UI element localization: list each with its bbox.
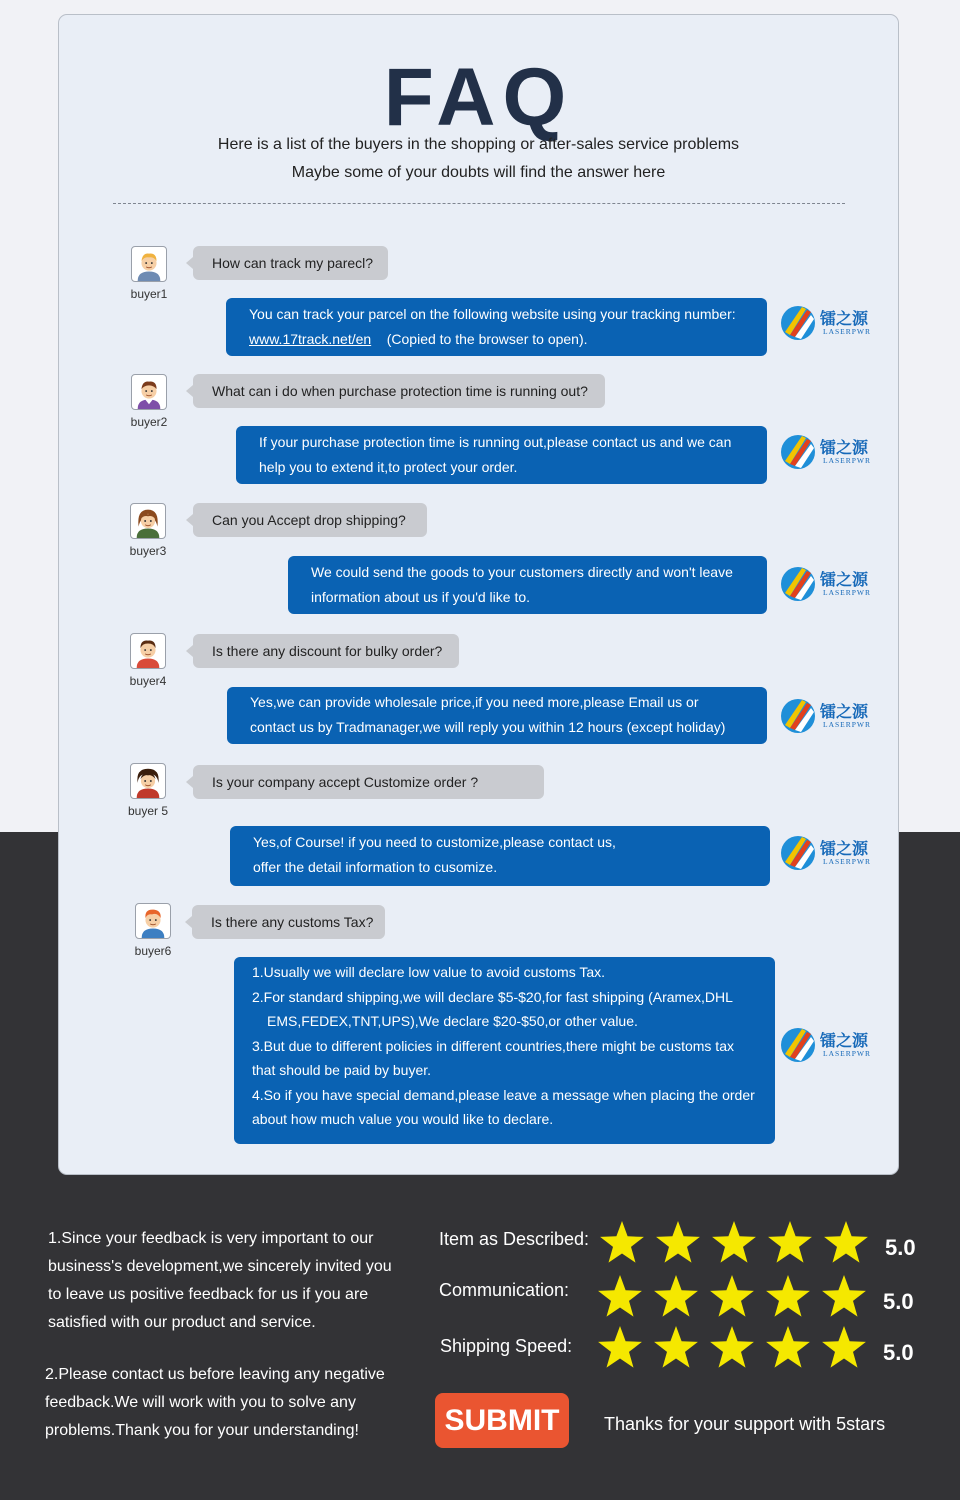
answer-bubble-4 [227, 687, 767, 744]
subtitle-line-1: Here is a list of the buyers in the shopping or after-sales service problems [217, 136, 740, 153]
answer-bubble-1 [226, 298, 767, 356]
rating-label-item-as-described: Item as Described: [439, 1229, 590, 1249]
star-icon [654, 1275, 698, 1317]
star-icon [766, 1275, 810, 1317]
buyer-face-icon [131, 246, 167, 282]
brand-logo [780, 831, 888, 875]
buyer-name: buyer4 [129, 674, 167, 688]
star-rating [596, 1273, 876, 1321]
buyer-name: buyer2 [130, 415, 168, 429]
rating-label-communication: Communication: [439, 1280, 570, 1300]
answer-text: We could send the goods to your customers directly and won't leave [311, 564, 733, 580]
answer-text: Yes,we can provide wholesale price,if you need more,please Email us or [250, 694, 699, 710]
star-icon [598, 1326, 642, 1368]
buyer-name: buyer1 [130, 287, 168, 301]
answer-text: 2.For standard shipping,we will declare $5-$20,for fast shipping (Aramex,DHL [252, 988, 733, 1005]
question-bubble-5: Is your company accept Customize order ? [193, 765, 544, 799]
buyer-avatar-3 [123, 503, 173, 558]
star-icon [822, 1326, 866, 1368]
answer-text: You can track your parcel on the following website using your tracking number: [249, 306, 736, 322]
buyer-avatar-1 [124, 246, 174, 301]
brand-logo [780, 1023, 888, 1067]
logo-cn-text: 镭之源 [820, 702, 869, 721]
buyer-name: buyer3 [129, 544, 167, 558]
buyer-face-icon [135, 903, 171, 939]
answer-text: contact us by Tradmanager,we will reply you within 12 hours (except holiday) [250, 719, 726, 735]
thanks-text: Thanks for your support with 5stars [604, 1414, 886, 1434]
rating-label-shipping-speed: Shipping Speed: [440, 1336, 573, 1356]
answer-text: Yes,of Course! if you need to customize,please contact us, [253, 834, 616, 850]
page-title: FAQ [383, 52, 574, 143]
question-bubble-6: Is there any customs Tax? [192, 905, 385, 939]
logo-cn-text: 镭之源 [820, 438, 869, 457]
brand-logo [780, 694, 888, 738]
logo-cn-text: 镭之源 [820, 839, 869, 858]
faq-card [58, 14, 899, 1175]
buyer-face-icon [130, 633, 166, 669]
buyer-avatar-2 [124, 374, 174, 429]
dashed-divider [113, 203, 845, 204]
buyer-name: buyer 5 [127, 804, 169, 818]
logo-en-text: LASERPWR [823, 588, 872, 597]
answer-text: If your purchase protection time is running out,please contact us and we can [259, 434, 732, 450]
buyer-avatar-4 [123, 633, 173, 688]
buyer-name: buyer6 [134, 944, 172, 958]
answer-bubble-3 [288, 556, 767, 614]
buyer-face-icon [130, 763, 166, 799]
brand-logo [780, 562, 888, 606]
star-icon [654, 1326, 698, 1368]
answer-text: EMS,FEDEX,TNT,UPS),We declare $20-$50,or other value. [267, 1013, 638, 1029]
logo-en-text: LASERPWR [823, 327, 872, 336]
star-icon [822, 1275, 866, 1317]
question-bubble-2: What can i do when purchase protection time is running out? [193, 374, 605, 408]
star-rating [598, 1219, 878, 1267]
buyer-avatar-6 [128, 903, 178, 958]
question-bubble-4: Is there any discount for bulky order? [193, 634, 459, 668]
star-icon [768, 1221, 812, 1263]
answer-text: (Copied to the browser to open). [386, 331, 588, 347]
subtitle-line-2: Maybe some of your doubts will find the answer here [291, 164, 666, 181]
question-bubble-3: Can you Accept drop shipping? [193, 503, 427, 537]
star-rating [596, 1324, 876, 1372]
star-icon [710, 1326, 754, 1368]
answer-bubble-2 [236, 426, 767, 484]
logo-en-text: LASERPWR [823, 720, 872, 729]
answer-bubble-5 [230, 826, 770, 886]
logo-en-text: LASERPWR [823, 857, 872, 866]
brand-logo [780, 430, 888, 474]
star-icon [766, 1326, 810, 1368]
buyer-avatar-5 [123, 763, 173, 818]
tracking-link[interactable]: www.17track.net/en [249, 331, 372, 347]
answer-text: 4.So if you have special demand,please leave a message when placing the order [252, 1086, 755, 1103]
answer-text: that should be paid by buyer. [252, 1062, 432, 1078]
answer-bubble-6 [234, 957, 775, 1144]
answer-text: offer the detail information to cusomize. [253, 859, 498, 875]
answer-text: information about us if you'd like to. [311, 589, 531, 605]
answer-text: about how much value you would like to declare. [252, 1111, 554, 1127]
brand-logo [780, 301, 888, 345]
star-icon [824, 1221, 868, 1263]
rating-value: 5.0 [883, 1289, 914, 1314]
star-icon [598, 1275, 642, 1317]
logo-cn-text: 镭之源 [820, 570, 869, 589]
star-icon [712, 1221, 756, 1263]
submit-button[interactable]: SUBMIT [435, 1393, 569, 1448]
star-icon [656, 1221, 700, 1263]
buyer-face-icon [130, 503, 166, 539]
logo-en-text: LASERPWR [823, 1049, 872, 1058]
logo-en-text: LASERPWR [823, 456, 872, 465]
rating-value: 5.0 [885, 1235, 916, 1260]
buyer-face-icon [131, 374, 167, 410]
star-icon [600, 1221, 644, 1263]
star-icon [710, 1275, 754, 1317]
answer-text: 1.Usually we will declare low value to avoid customs Tax. [252, 964, 606, 980]
rating-value: 5.0 [883, 1340, 914, 1365]
answer-text: 3.But due to different policies in different countries,there might be customs tax [252, 1037, 734, 1054]
logo-cn-text: 镭之源 [820, 1031, 869, 1050]
feedback-note-2: 2.Please contact us before leaving any negative feedback.We will work with you to solve any problems.Thank you for your understanding! [45, 1366, 385, 1439]
question-bubble-1: How can track my parecl? [193, 246, 388, 280]
feedback-note-1: 1.Since your feedback is very important to our business's development,we sincerely invited you to leave us positive feedback for us if you are satisfied with our product and service. [48, 1230, 392, 1331]
answer-text: help you to extend it,to protect your order. [259, 459, 518, 475]
logo-cn-text: 镭之源 [820, 309, 869, 328]
